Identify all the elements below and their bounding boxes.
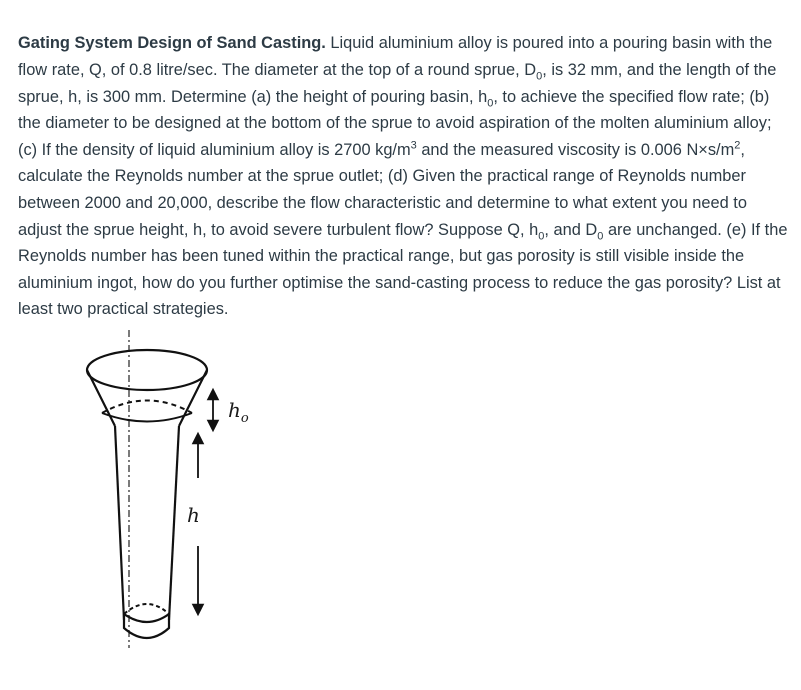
subscript: 0 xyxy=(597,229,604,242)
sprue-bottom xyxy=(124,614,169,638)
sprue-wall-left xyxy=(115,426,124,620)
sprue-diagram xyxy=(70,318,300,648)
question-segment: and the measured viscosity is 0.006 N×s/m xyxy=(416,140,735,159)
sprue-bottom-dashed xyxy=(124,604,169,614)
question-segment: Liquid aluminium alloy is poured into a pouring basin with the flow rate, Q, of 0.8 litre/sec. The diameter at the top of a round sprue, D xyxy=(18,34,773,79)
basin-top-ellipse xyxy=(87,350,207,390)
superscript: 3 xyxy=(410,139,417,152)
question-text xyxy=(18,30,788,323)
liquid-level xyxy=(102,401,192,414)
question-segment: , calculate the Reynolds number at the sprue outlet; (d) Given the practical range of Reynolds number between 2000 and 20,000, describe the flow characteristic and determine to what extent you need to adjust the sprue height, h, to avoid severe turbulent flow? Suppose Q, h xyxy=(18,140,747,239)
subscript: 0 xyxy=(538,229,545,242)
sprue-wall-right xyxy=(169,426,179,620)
h0-label xyxy=(228,398,249,426)
question-title: Gating System Design of Sand Casting. xyxy=(18,34,326,53)
subscript: 0 xyxy=(487,96,494,109)
h0-label-sub: o xyxy=(240,411,249,426)
superscript: 2 xyxy=(734,139,741,152)
question-segment: are unchanged. (e) If the Reynolds number has been tuned within the practical range, but gas porosity is still visible inside the aluminium ingot, how do you further optimise the sand-casting process to reduce the gas porosity? List at least two practical strategies. xyxy=(18,220,788,319)
question-segment: , is 32 mm, and the length of the sprue, h, is 300 mm. Determine (a) the height of pouring basin, h xyxy=(18,60,777,106)
question-segment: , and D xyxy=(544,220,598,239)
question-segment: , to achieve the specified flow rate; (b) the diameter to be designed at the bottom of the sprue to avoid aspiration of the molten aluminium alloy; (c) If the density of liquid aluminium alloy is 2700 kg/m xyxy=(18,87,772,159)
h0-label-main: h xyxy=(228,398,241,422)
basin-cone xyxy=(87,370,207,426)
sprue-drawing xyxy=(70,318,300,648)
subscript: 0 xyxy=(536,70,543,83)
h-label: h xyxy=(187,503,200,527)
